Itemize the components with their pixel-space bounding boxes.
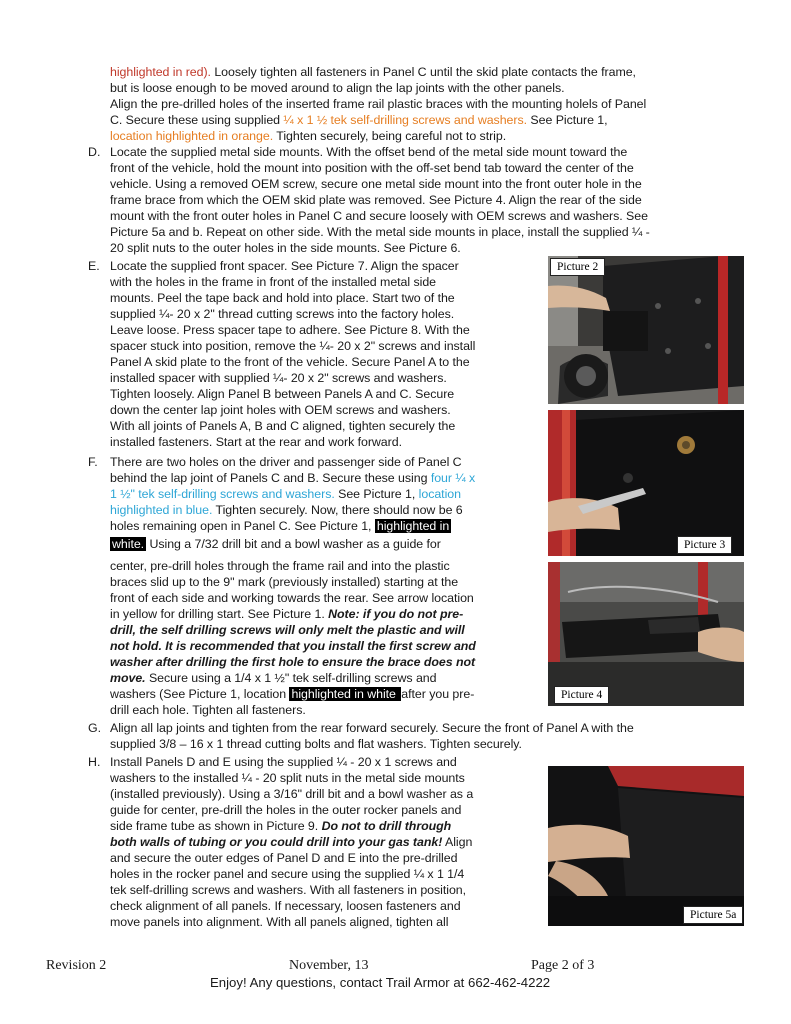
step-f-note-line: washer after drilling the first hole to ensure the brace does not (110, 655, 476, 669)
step-f-line: There are two holes on the driver and passenger side of Panel C (110, 455, 462, 469)
step-d-line: Picture 5a and b. Repeat on other side. With the metal side mounts in place, install the supplied ¼ - (110, 225, 650, 239)
orange-highlight-text: location highlighted in orange. (110, 129, 274, 143)
step-h-line: side frame tube as shown in Picture 9. Do not to drill through (110, 819, 452, 833)
step-f-line: behind the lap joint of Panels C and B. Secure these using four ¼ x (110, 471, 476, 485)
step-d-line: front of the vehicle, hold the mount into position with the off-set bend tab toward the center of the (110, 161, 634, 175)
step-d-line: 20 split nuts to the outer holes in the side mounts. See Picture 6. (110, 241, 461, 255)
step-f-line: center, pre-drill holes through the frame rail and into the plastic (110, 559, 450, 573)
step-e-line: down the center lap joint holes with OEM screws and washers. (110, 403, 451, 417)
red-highlight-text: highlighted in red). (110, 65, 211, 79)
step-h-line: Install Panels D and E using the supplied ¼ - 20 x 1 screws and (110, 755, 457, 769)
footer-page-number: Page 2 of 3 (531, 958, 595, 973)
blue-highlight-text: highlighted in blue. (110, 503, 213, 517)
intro-line-2: but is loose enough to be moved around to align the lap joints with the other panels. (110, 81, 565, 95)
step-f-line: holes remaining open in Panel C. See Picture 1, highlighted in (110, 519, 450, 533)
step-f-line: move. Secure using a 1/4 x 1 ½" tek self-drilling screws and (110, 671, 437, 685)
intro-line-4: C. Secure these using supplied ¼ x 1 ½ tek self-drilling screws and washers. See Picture 1, (110, 113, 608, 127)
white-highlight-text: highlighted in white (291, 687, 400, 701)
step-f-line: 1 ½" tek self-drilling screws and washers. See Picture 1, location (110, 487, 461, 501)
blue-highlight-text: four ¼ x (430, 471, 476, 485)
orange-highlight-text: ¼ x 1 ½ tek self-drilling screws and washers. (283, 113, 528, 127)
step-e-line: with the holes in the frame in front of the installed metal side (110, 275, 437, 289)
step-e-line: supplied ¼- 20 x 2" thread cutting screws into the factory holes. (110, 307, 455, 321)
white-highlight-text: highlighted in (376, 519, 450, 533)
step-h-line: and secure the outer edges of Panel D and E into the pre-drilled (110, 851, 458, 865)
step-g-line: supplied 3/8 – 16 x 1 thread cutting bolts and flat washers. Tighten securely. (110, 737, 522, 751)
step-d-line: mount with the front outer holes in Panel C and secure loosely with OEM screws and washers. See (110, 209, 648, 223)
step-h-line: both walls of tubing or you could drill into your gas tank! Align (110, 835, 473, 849)
picture-2-caption: Picture 2 (550, 258, 605, 276)
picture-5a-caption: Picture 5a (683, 906, 743, 924)
step-h-line: check alignment of all panels. If necessary, loosen fasteners and (110, 899, 461, 913)
step-h-letter: H. (88, 755, 101, 769)
step-e-line: With all joints of Panels A, B and C aligned, tighten securely the (110, 419, 456, 433)
step-h-line: (installed previously). Using a 3/16" drill bit and a bowl washer as a (110, 787, 474, 801)
step-e-line: Leave loose. Press spacer tape to adhere. See Picture 8. With the (110, 323, 470, 337)
picture-3-caption: Picture 3 (677, 536, 732, 554)
step-e-line: mounts. Peel the tape back and hold into place. Start two of the (110, 291, 455, 305)
intro-line-5: location highlighted in orange. Tighten securely, being careful not to strip. (110, 129, 507, 143)
bold-note-text: Note: if you do not pre- (328, 607, 464, 621)
step-d-line: vehicle. Using a removed OEM screw, secure one metal side mount into the front outer hole in the (110, 177, 642, 191)
picture-5a-photo (548, 766, 744, 926)
step-f-line: highlighted in blue. Tighten securely. Now, there should now be 6 (110, 503, 463, 517)
bold-warning-text: Do not to drill through (321, 819, 452, 833)
step-f-line: in yellow for drilling start. See Picture 1. Note: if you do not pre- (110, 607, 464, 621)
step-h-line: washers to the installed ¼ - 20 split nuts in the metal side mounts (110, 771, 465, 785)
step-e-line: installed spacer with supplied ¼- 20 x 2" screws and washers. (110, 371, 447, 385)
white-highlight-text: white. (112, 537, 145, 551)
picture-2-photo (548, 256, 744, 404)
step-f-line: front of each side and working towards the rear. See arrow location (110, 591, 474, 605)
step-f-note-line: drill, the self drilling screws will only melt the plastic and will (110, 623, 465, 637)
step-d-line: Locate the supplied metal side mounts. With the offset bend of the metal side mount toward the (110, 145, 628, 159)
intro-line-1: highlighted in red). Loosely tighten all fasteners in Panel C until the skid plate contacts the frame, (110, 65, 636, 79)
step-f-line: white. Using a 7/32 drill bit and a bowl washer as a guide for (112, 537, 441, 551)
intro-line-3: Align the pre-drilled holes of the inserted frame rail plastic braces with the mounting holels of Panel (110, 97, 647, 111)
step-h-line: tek self-drilling screws and washers. With all fasteners in position, (110, 883, 467, 897)
step-g-line: Align all lap joints and tighten from the rear forward securely. Secure the front of Panel A with the (110, 721, 634, 735)
step-d-letter: D. (88, 145, 101, 159)
step-d-line: frame brace from which the OEM skid plate was removed. See Picture 4. Align the rear of the side (110, 193, 642, 207)
footer-revision: Revision 2 (46, 958, 107, 973)
step-e-line: installed fasteners. Start at the rear and work forward. (110, 435, 402, 449)
step-e-line: spacer stuck into position, remove the ¼- 20 x 2" screws and install (110, 339, 476, 353)
bold-note-text: move. (110, 671, 146, 685)
footer-contact: Enjoy! Any questions, contact Trail Armor at 662-462-4222 (210, 975, 551, 990)
step-f-letter: F. (88, 455, 98, 469)
step-f-line: washers (See Picture 1, location highlighted in white after you pre- (110, 687, 475, 701)
step-e-letter: E. (88, 259, 100, 273)
picture-4-caption: Picture 4 (554, 686, 609, 704)
bold-warning-text: both walls of tubing or you could drill into your gas tank! (110, 835, 443, 849)
step-f-note-line: not hold. It is recommended that you install the first screw and (110, 639, 476, 653)
step-h-line: move panels into alignment. With all panels aligned, tighten all (110, 915, 449, 929)
footer-date: November, 13 (289, 958, 369, 973)
step-h-line: holes in the rocker panel and secure using the supplied ¼ x 1 1/4 (110, 867, 465, 881)
blue-highlight-text: 1 ½" tek self-drilling screws and washers. (110, 487, 335, 501)
picture-3-photo (548, 410, 744, 556)
step-f-line: braces slid up to the 9" mark (previously installed) starting at the (110, 575, 459, 589)
step-g-letter: G. (88, 721, 102, 735)
blue-highlight-text: location (418, 487, 461, 501)
step-e-line: Locate the supplied front spacer. See Picture 7. Align the spacer (110, 259, 459, 273)
step-e-line: Tighten loosely. Align Panel B between Panels A and C. Secure (110, 387, 455, 401)
step-e-line: Panel A skid plate to the front of the vehicle. Secure Panel A to the (110, 355, 470, 369)
picture-4-photo (548, 562, 744, 706)
step-f-line: drill each hole. Tighten all fasteners. (110, 703, 306, 717)
step-h-line: guide for center, pre-drill the holes in the outer rocker panels and (110, 803, 462, 817)
